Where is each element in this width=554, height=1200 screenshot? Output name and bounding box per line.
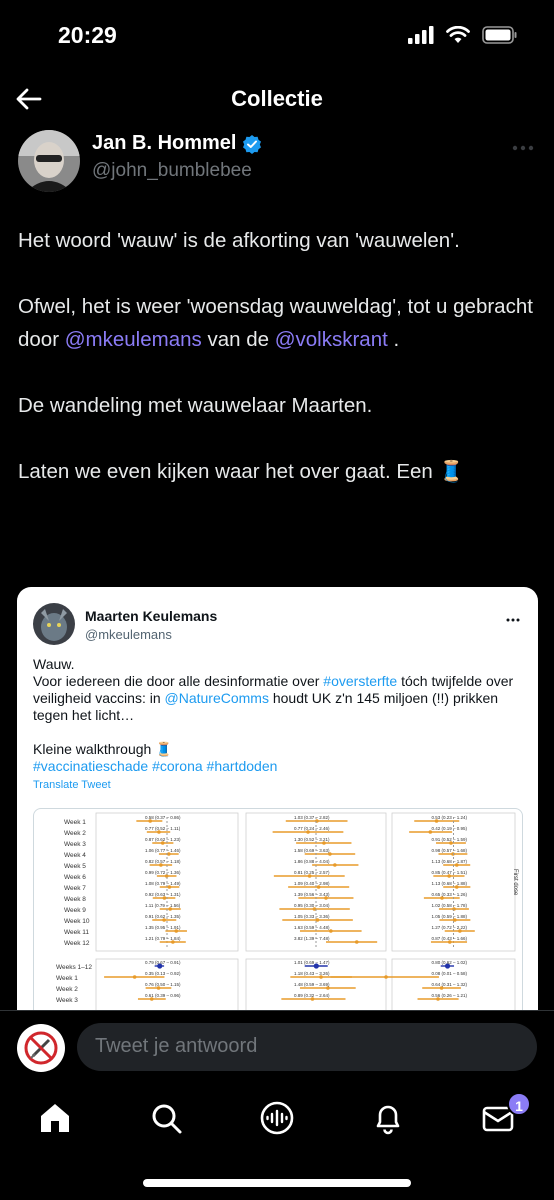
figure-value-label: 0.91 (0.62 – 1.35)	[145, 914, 181, 919]
figure-value-label: 1.35 (0.95 – 1.91)	[145, 925, 181, 930]
quoted-author-handle: @mkeulemans	[85, 627, 172, 642]
figure-value-label: 1.21 (0.79 – 1.84)	[145, 936, 181, 941]
reply-bar	[0, 1010, 554, 1084]
figure-value-label: 1.03 (0.37 – 2.82)	[294, 815, 330, 820]
figure-row-label: Week 2	[56, 986, 78, 993]
figure-value-label: 1.13 (0.68 – 1.87)	[431, 859, 468, 864]
hashtags[interactable]: #vaccinatieschade #corona #hartdoden	[33, 758, 278, 774]
figure-value-label: 1.18 (0.43 – 3.26)	[294, 971, 330, 976]
quoted-author-name[interactable]: Maarten Keulemans	[85, 608, 218, 624]
author-name[interactable]: Jan B. Hommel	[92, 132, 262, 155]
figure-value-label: 3.82 (1.39 – 7.48)	[294, 936, 330, 941]
translate-tweet-link[interactable]: Translate Tweet	[33, 779, 111, 791]
home-indicator	[143, 1179, 411, 1187]
bell-icon	[370, 1100, 406, 1136]
figure-value-label: 0.99 (0.72 – 1.36)	[145, 870, 181, 875]
figure-value-label: 0.77 (0.24 – 2.46)	[294, 826, 330, 831]
quoted-tweet-card[interactable]	[17, 587, 538, 1047]
tweet-paragraph-1: Het woord 'wauw' is de afkorting van 'wauwelen'.	[18, 229, 460, 252]
figure-row-label: Week 11	[64, 929, 90, 936]
thread-emoji: 🧵	[155, 741, 173, 757]
figure-value-label: 1.06 (0.77 – 1.46)	[145, 848, 181, 853]
search-icon	[148, 1100, 184, 1136]
figure-value-label: 0.08 (0.01 – 0.58)	[431, 971, 468, 976]
mention-volkskrant[interactable]: @volkskrant	[274, 328, 388, 351]
reply-avatar[interactable]	[17, 1024, 65, 1072]
thread-emoji: 🧵	[438, 460, 465, 483]
figure-side-label: First dose	[512, 869, 518, 896]
figure-value-label: 0.87 (0.62 – 1.23)	[145, 837, 181, 842]
figure-row-label: Week 8	[64, 896, 86, 903]
figure-value-label: 0.89 (0.32 – 2.64)	[294, 993, 330, 998]
figure-row-label: Week 1	[64, 819, 86, 826]
status-icons	[408, 26, 518, 44]
figure-point	[329, 929, 333, 933]
figure-value-label: 1.13 (0.68 – 1.88)	[431, 881, 468, 886]
figure-value-label: 0.85 (0.47 – 1.51)	[431, 870, 468, 875]
figure-value-label: 0.53 (0.23 – 1.24)	[431, 815, 468, 820]
battery-icon	[482, 26, 518, 44]
page-title: Collectie	[231, 86, 323, 111]
quoted-more-button[interactable]	[506, 609, 520, 627]
figure-value-label: 1.30 (0.52 – 3.21)	[294, 837, 330, 842]
quoted-tweet-text: Wauw. Voor iedereen die door alle desinformatie over #oversterfte tóch twijfelde over veiligheid vaccins: in @NatureComms houdt UK z'n 145 miljoen (!!) prikken tegen het licht… Kleine walkthrough 🧵 #vaccinatieschade #corona #hartdoden Translate Tweet	[33, 656, 523, 794]
tab-notifications[interactable]	[370, 1100, 406, 1136]
hashtag-oversterfte[interactable]: #oversterfte	[323, 673, 398, 689]
more-dots-icon	[512, 145, 534, 151]
figure-value-label: 1.09 (0.40 – 2.98)	[294, 881, 330, 886]
figure-value-label: 0.87 (0.43 – 1.66)	[431, 936, 468, 941]
quoted-author-avatar[interactable]	[33, 603, 75, 645]
figure-value-label: 0.98 (0.57 – 1.68)	[431, 848, 468, 853]
figure-value-label: 1.08 (0.79 – 1.49)	[145, 881, 181, 886]
tweet-paragraph-3: De wandeling met wauwelaar Maarten.	[18, 394, 373, 417]
tab-home[interactable]	[37, 1100, 73, 1136]
figure-row-label: Week 7	[64, 885, 86, 892]
figure-row-label: Week 3	[56, 997, 78, 1004]
figure-value-label: 1.01 (0.69 – 1.47)	[294, 960, 330, 965]
figure-point	[355, 940, 359, 944]
more-options-button[interactable]	[512, 138, 534, 156]
tab-search[interactable]	[148, 1100, 184, 1136]
figure-value-label: 0.77 (0.52 – 1.11)	[145, 826, 181, 831]
figure-value-label: 1.48 (0.59 – 3.69)	[294, 982, 330, 987]
signal-icon	[408, 26, 434, 44]
figure-row-label: Week 12	[64, 940, 90, 947]
figure-row-label: Week 3	[64, 841, 86, 848]
figure-value-label: 0.58 (0.37 – 0.86)	[145, 815, 181, 820]
figure-value-label: 0.64 (0.31 – 1.32)	[431, 982, 468, 987]
tab-spaces[interactable]	[259, 1100, 295, 1136]
figure-value-label: 1.05 (0.33 – 3.36)	[294, 914, 330, 919]
tweet-paragraph-4: Laten we even kijken waar het over gaat. Een 🧵	[18, 460, 465, 483]
figure-row-label: Weeks 1–12	[56, 964, 93, 971]
figure-value-label: 0.92 (0.63 – 1.31)	[145, 892, 181, 897]
figure-value-label: 0.82 (0.57 – 1.18)	[145, 859, 181, 864]
figure-value-label: 0.65 (0.33 – 1.26)	[431, 892, 468, 897]
status-time: 20:29	[58, 22, 117, 48]
tweet-paragraph-2: Ofwel, het is weer 'woensdag wauweldag', tot u gebracht door @mkeulemans van de @volkskrant .	[18, 295, 533, 351]
tweet-text	[18, 224, 538, 521]
nav-bar	[0, 74, 554, 130]
figure-value-label: 0.79 (0.67 – 0.91)	[145, 960, 181, 965]
figure-value-label: 1.86 (0.88 – 4.04)	[294, 859, 330, 864]
author-handle: @john_bumblebee	[92, 160, 252, 181]
wifi-icon	[446, 26, 470, 44]
reply-input[interactable]: Tweet je antwoord	[77, 1023, 537, 1071]
figure-value-label: 1.05 (0.59 – 1.88)	[431, 914, 468, 919]
figure-point	[384, 975, 388, 979]
figure-row-label: Week 4	[64, 852, 86, 859]
figure-point	[133, 975, 137, 979]
more-dots-icon	[506, 618, 520, 622]
tab-messages[interactable]	[481, 1098, 523, 1136]
figure-value-label: 0.95 (0.30 – 3.04)	[294, 903, 330, 908]
figure-value-label: 1.39 (0.56 – 3.43)	[294, 892, 330, 897]
notification-badge: 1	[507, 1092, 531, 1116]
figure-value-label: 1.58 (0.69 – 3.63)	[294, 848, 330, 853]
figure-row-label: Week 1	[56, 975, 78, 982]
mention-naturecomms[interactable]: @NatureComms	[164, 690, 269, 706]
figure-row-label: Week 10	[64, 918, 90, 925]
figure-value-label: 0.56 (0.26 – 1.21)	[431, 993, 468, 998]
spaces-icon	[259, 1100, 295, 1136]
figure-value-label: 0.42 (0.19 – 0.95)	[431, 826, 468, 831]
verified-badge-icon	[242, 134, 262, 154]
figure-value-label: 1.63 (0.59 – 4.48)	[294, 925, 330, 930]
figure-value-label: 0.81 (0.25 – 2.57)	[294, 870, 330, 875]
figure-row-label: Week 6	[64, 874, 86, 881]
figure-value-label: 0.61 (0.39 – 0.96)	[145, 993, 181, 998]
figure-row-label: Week 2	[64, 830, 86, 837]
figure-value-label: 0.35 (0.13 – 0.92)	[145, 971, 181, 976]
figure-value-label: 0.76 (0.50 – 1.15)	[145, 982, 181, 987]
status-bar	[0, 0, 554, 74]
home-icon	[37, 1100, 73, 1136]
figure-row-label: Week 9	[64, 907, 86, 914]
figure-value-label: 1.27 (0.72 – 2.22)	[431, 925, 468, 930]
figure-value-label: 0.80 (0.62 – 1.02)	[431, 960, 468, 965]
figure-value-label: 1.02 (0.58 – 1.78)	[431, 903, 468, 908]
figure-row-label: Week 5	[64, 863, 86, 870]
mention-mkeulemans[interactable]: @mkeulemans	[64, 328, 202, 351]
figure-value-label: 0.91 (0.52 – 1.59)	[431, 837, 468, 842]
figure-value-label: 1.11 (0.79 – 1.56)	[145, 903, 181, 908]
author-avatar[interactable]	[18, 130, 80, 192]
figure-point	[333, 863, 337, 867]
